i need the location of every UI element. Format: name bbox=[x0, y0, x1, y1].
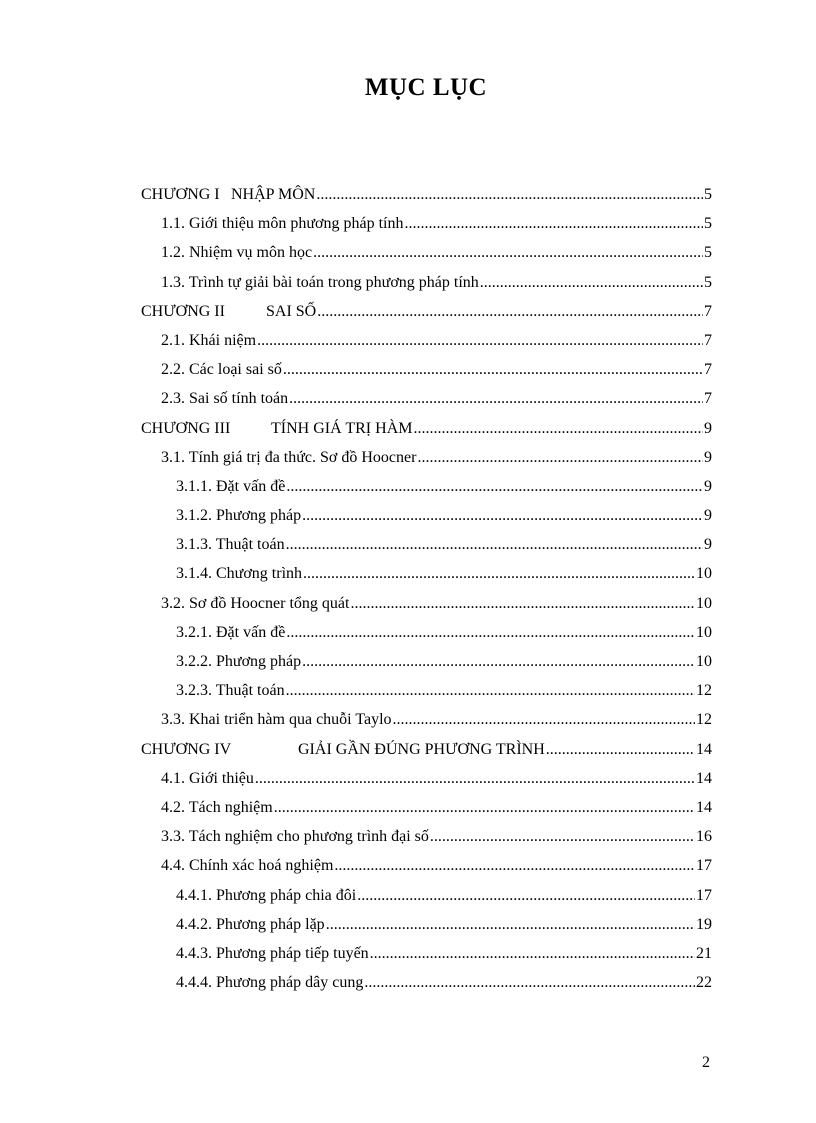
toc-entry-label bbox=[176, 910, 325, 939]
toc-section-entry[interactable] bbox=[141, 589, 712, 618]
toc-entry-label bbox=[176, 618, 285, 647]
toc-dot-leader bbox=[417, 443, 703, 472]
toc-entry-label bbox=[161, 209, 403, 238]
toc-subsection-entry[interactable] bbox=[141, 618, 712, 647]
toc-dot-leader bbox=[289, 384, 703, 413]
toc-section-entry[interactable] bbox=[141, 705, 712, 734]
toc-subsection-entry[interactable] bbox=[141, 910, 712, 939]
toc-chapter-entry[interactable] bbox=[141, 735, 712, 764]
toc-entry-title: 2.1. Khái niệm bbox=[161, 331, 257, 349]
toc-subsection-entry[interactable] bbox=[141, 647, 712, 676]
toc-entry-title: 1.1. Giới thiệu môn phương pháp tính bbox=[161, 215, 404, 233]
toc-subsection-entry[interactable] bbox=[141, 472, 712, 501]
toc-entry-label bbox=[176, 647, 301, 676]
toc-entry-label bbox=[176, 501, 301, 530]
toc-dot-leader bbox=[316, 180, 703, 209]
toc-page-number: 19 bbox=[696, 915, 712, 933]
toc-dot-leader bbox=[286, 472, 703, 501]
toc-entry-label bbox=[161, 589, 349, 618]
toc-chapter-number: CHƯƠNG IV bbox=[141, 740, 232, 758]
toc-section-entry[interactable] bbox=[141, 238, 712, 267]
toc-entry-title: 3.3. Khai triển hàm qua chuỗi Taylo bbox=[161, 711, 392, 729]
toc-page-number: 14 bbox=[696, 769, 712, 787]
toc-page-number: 17 bbox=[696, 886, 712, 904]
toc-chapter-number: CHƯƠNG II bbox=[141, 302, 225, 320]
toc-dot-leader bbox=[302, 647, 695, 676]
toc-entry-title: 3.1. Tính giá trị đa thức. Sơ đồ Hoocner bbox=[161, 448, 417, 466]
toc-page-number: 9 bbox=[704, 507, 712, 525]
toc-page-number: 12 bbox=[696, 711, 712, 729]
toc-entry-label bbox=[161, 326, 256, 355]
toc-entry-title: SAI SỐ bbox=[266, 302, 317, 320]
toc-section-entry[interactable] bbox=[141, 851, 712, 880]
toc-entry-title: 4.4.1. Phương pháp chia đôi bbox=[176, 886, 357, 904]
toc-page-number: 9 bbox=[704, 448, 712, 466]
toc-section-entry[interactable] bbox=[141, 822, 712, 851]
toc-page-number: 5 bbox=[704, 244, 712, 262]
toc-chapter-entry[interactable] bbox=[141, 180, 712, 209]
toc-page-number: 16 bbox=[696, 828, 712, 846]
toc-dot-leader bbox=[364, 968, 695, 997]
toc-page-number: 9 bbox=[704, 536, 712, 554]
toc-section-entry[interactable] bbox=[141, 209, 712, 238]
toc-dot-leader bbox=[302, 501, 703, 530]
toc-entry-title: 3.1.1. Đặt vấn đề bbox=[176, 477, 286, 495]
toc-entry-label bbox=[161, 851, 333, 880]
toc-page-number: 17 bbox=[696, 857, 712, 875]
toc-page-number: 21 bbox=[696, 944, 712, 962]
toc-entry-title: 3.2.3. Thuật toán bbox=[176, 682, 285, 700]
toc-dot-leader bbox=[430, 822, 695, 851]
toc-section-entry[interactable] bbox=[141, 384, 712, 413]
toc-entry-title: NHẬP MÔN bbox=[231, 186, 316, 203]
toc-subsection-entry[interactable] bbox=[141, 501, 712, 530]
toc-entry-title: 3.2.1. Đặt vấn đề bbox=[176, 623, 286, 641]
toc-entry-label bbox=[161, 384, 288, 413]
toc-chapter-number: CHƯƠNG I bbox=[141, 186, 220, 203]
toc-dot-leader bbox=[404, 209, 703, 238]
toc-subsection-entry[interactable] bbox=[141, 676, 712, 705]
toc-entry-title: 4.2. Tách nghiệm bbox=[161, 798, 273, 816]
toc-entry-label bbox=[141, 297, 316, 326]
toc-entry-title: 3.1.4. Chương trình bbox=[176, 565, 303, 583]
toc-entry-label bbox=[161, 793, 273, 822]
toc-dot-leader bbox=[334, 851, 695, 880]
toc-entry-label bbox=[161, 355, 282, 384]
toc-entry-title: 4.4.2. Phương pháp lặp bbox=[176, 915, 325, 933]
toc-page-number: 10 bbox=[696, 623, 712, 641]
toc-page-number: 5 bbox=[704, 186, 712, 203]
toc-entry-label bbox=[176, 939, 369, 968]
toc-section-entry[interactable] bbox=[141, 764, 712, 793]
toc-dot-leader bbox=[480, 268, 703, 297]
toc-entry-label bbox=[161, 764, 254, 793]
table-of-contents bbox=[141, 180, 712, 997]
toc-dot-leader bbox=[546, 735, 695, 764]
toc-dot-leader bbox=[286, 530, 703, 559]
toc-entry-title: 1.3. Trình tự giải bài toán trong phương pháp tính bbox=[161, 273, 479, 291]
toc-entry-label bbox=[176, 881, 356, 910]
toc-entry-label bbox=[161, 822, 429, 851]
toc-dot-leader bbox=[370, 939, 695, 968]
toc-page-number: 14 bbox=[696, 798, 712, 816]
toc-entry-title: 4.4.3. Phương pháp tiếp tuyến bbox=[176, 944, 369, 962]
toc-entry-title: 4.4.4. Phương pháp dây cung bbox=[176, 974, 364, 992]
toc-page-number: 7 bbox=[704, 331, 712, 349]
toc-dot-leader bbox=[413, 414, 703, 443]
toc-page-number: 7 bbox=[704, 390, 712, 408]
toc-dot-leader bbox=[255, 764, 695, 793]
page-title: MỤC LỤC bbox=[364, 74, 488, 101]
toc-entry-label bbox=[161, 705, 392, 734]
toc-entry-label bbox=[176, 968, 363, 997]
toc-page-number: 10 bbox=[696, 594, 712, 612]
toc-entry-title: 3.2. Sơ đồ Hoocner tổng quát bbox=[161, 594, 350, 612]
toc-entry-label bbox=[176, 676, 285, 705]
toc-entry-title: 3.1.2. Phương pháp bbox=[176, 507, 302, 525]
toc-page-number: 7 bbox=[704, 361, 712, 379]
toc-entry-label bbox=[161, 238, 312, 267]
toc-section-entry[interactable] bbox=[141, 793, 712, 822]
toc-dot-leader bbox=[357, 881, 695, 910]
toc-dot-leader bbox=[326, 910, 695, 939]
toc-entry-title: 1.2. Nhiệm vụ môn học bbox=[161, 244, 313, 262]
toc-chapter-number: CHƯƠNG III bbox=[141, 419, 231, 437]
toc-subsection-entry[interactable] bbox=[141, 968, 712, 997]
toc-subsection-entry[interactable] bbox=[141, 939, 712, 968]
toc-subsection-entry[interactable] bbox=[141, 881, 712, 910]
toc-page-number: 5 bbox=[704, 273, 712, 291]
toc-page-number: 14 bbox=[696, 740, 712, 758]
toc-entry-label bbox=[141, 414, 412, 443]
toc-entry-title: 2.3. Sai số tính toán bbox=[161, 390, 289, 408]
toc-entry-title: 3.1.3. Thuật toán bbox=[176, 536, 285, 554]
toc-section-entry[interactable] bbox=[141, 268, 712, 297]
toc-dot-leader bbox=[286, 618, 695, 647]
toc-entry-title: 3.2.2. Phương pháp bbox=[176, 653, 302, 670]
toc-entry-title: 3.3. Tách nghiệm cho phương trình đại số bbox=[161, 828, 429, 846]
toc-dot-leader bbox=[313, 238, 703, 267]
toc-entry-title: TÍNH GIÁ TRỊ HÀM bbox=[271, 419, 413, 437]
toc-page-number: 10 bbox=[696, 565, 712, 583]
toc-page-number: 5 bbox=[704, 215, 712, 233]
toc-entry-title: GIẢI GẦN ĐÚNG PHƯƠNG TRÌNH bbox=[298, 740, 545, 758]
toc-chapter-entry[interactable] bbox=[141, 297, 712, 326]
toc-dot-leader bbox=[303, 559, 695, 588]
toc-page-number: 9 bbox=[704, 419, 712, 437]
toc-dot-leader bbox=[257, 326, 703, 355]
toc-page-number: 10 bbox=[696, 653, 712, 670]
toc-subsection-entry[interactable] bbox=[141, 559, 712, 588]
toc-entry-title: 4.1. Giới thiệu bbox=[161, 769, 254, 787]
toc-dot-leader bbox=[286, 676, 695, 705]
toc-dot-leader bbox=[283, 355, 703, 384]
toc-entry-label bbox=[141, 180, 315, 209]
toc-dot-leader bbox=[317, 297, 703, 326]
toc-entry-label bbox=[161, 443, 416, 472]
toc-entry-label bbox=[141, 735, 545, 764]
toc-entry-label bbox=[176, 472, 285, 501]
toc-section-entry[interactable] bbox=[141, 443, 712, 472]
toc-page-number: 7 bbox=[704, 302, 712, 320]
toc-chapter-entry[interactable] bbox=[141, 414, 712, 443]
toc-entry-label bbox=[176, 530, 285, 559]
toc-dot-leader bbox=[274, 793, 695, 822]
page-number: 2 bbox=[702, 1054, 710, 1071]
toc-page-number: 12 bbox=[696, 682, 712, 700]
toc-page-number: 9 bbox=[704, 477, 712, 495]
toc-section-entry[interactable] bbox=[141, 326, 712, 355]
toc-dot-leader bbox=[350, 589, 695, 618]
toc-dot-leader bbox=[393, 705, 695, 734]
toc-subsection-entry[interactable] bbox=[141, 530, 712, 559]
toc-entry-label bbox=[176, 559, 302, 588]
toc-entry-label bbox=[161, 268, 479, 297]
toc-section-entry[interactable] bbox=[141, 355, 712, 384]
toc-entry-title: 2.2. Các loại sai số bbox=[161, 361, 282, 379]
toc-page-number: 22 bbox=[696, 974, 712, 992]
toc-entry-title: 4.4. Chính xác hoá nghiệm bbox=[161, 857, 334, 875]
